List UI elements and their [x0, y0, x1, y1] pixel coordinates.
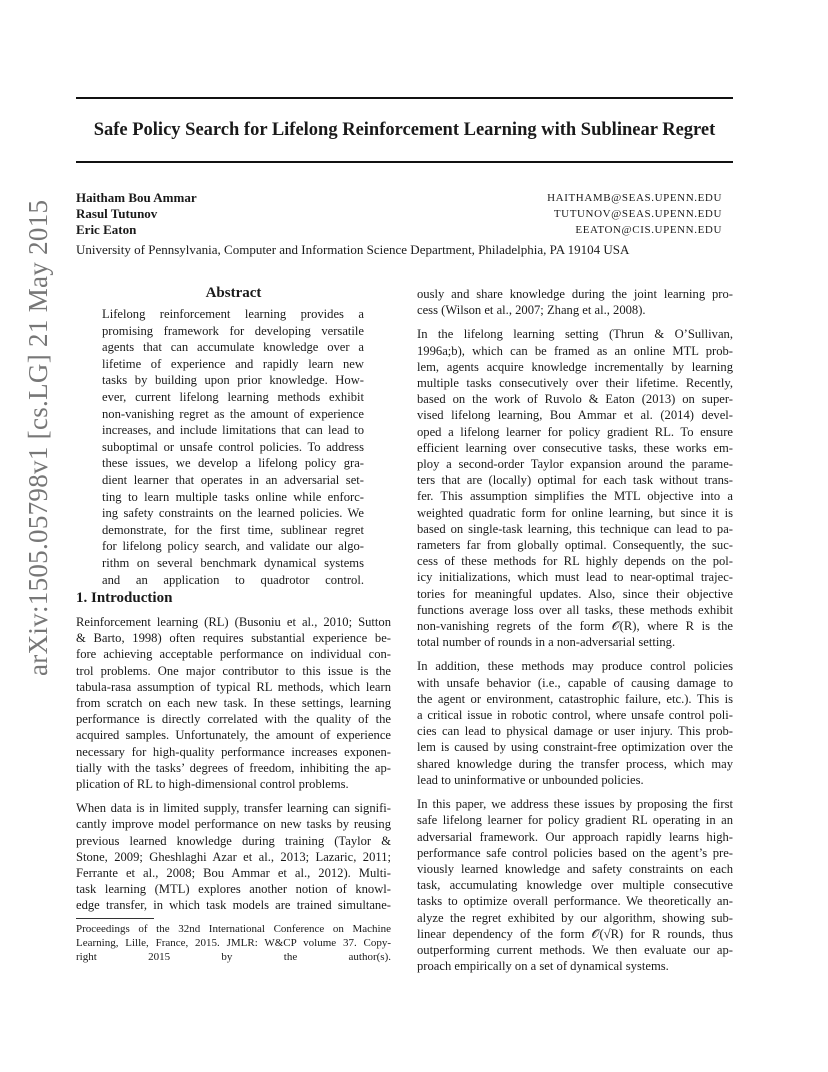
footnote-line: Learning, Lille, France, 2015. JMLR: W&CP volume 37. Copy-: [76, 937, 391, 949]
text-line: cess of these methods for RL highly depends on the pol-: [417, 554, 733, 569]
text-line: lead to uninformative or unbounded policies.: [417, 772, 644, 787]
abstract-line: increases, and include limitations that can lead to: [102, 423, 364, 438]
text-line: In addition, these methods may produce control policies: [417, 659, 733, 674]
text-line: task, accumulating knowledge over multiple consecutive: [417, 878, 733, 893]
text-line: tories for meaningful updates. Also, since their objective: [417, 586, 733, 601]
text-line: ously and share knowledge during the joint learning pro-: [417, 287, 733, 301]
text-line: the agent or environment, catastrophic failure, etc.). This is: [417, 691, 733, 706]
paragraph: [76, 800, 391, 913]
text-line: lem is caused by using constraint-free optimization over the: [417, 740, 733, 755]
text-line: non-vanishing regrets of the form 𝒪(R), where R is the: [417, 619, 733, 634]
abstract-body: [102, 306, 364, 588]
text-line: tasks to optimize overall performance. We theoretically an-: [417, 894, 733, 909]
author-email: HAITHAMB@SEAS.UPENN.EDU: [547, 192, 722, 204]
paragraph: [76, 614, 391, 792]
section-heading: 1. Introduction: [76, 590, 173, 606]
text-line: When data is in limited supply, transfer learning can signifi-: [76, 801, 391, 816]
text-line: In this paper, we address these issues by proposing the first: [417, 797, 733, 812]
text-line: alyze the regret exhibited by our algorithm, showing sub-: [417, 910, 733, 925]
author-name: Eric Eaton: [76, 222, 137, 237]
paragraph: [417, 326, 733, 650]
title-bottom-rule: [76, 161, 733, 163]
text-line: outperforming current methods. We then evaluate our ap-: [417, 942, 733, 957]
arxiv-id-text: arXiv:1505.05798v1 [cs.LG] 21 May 2015: [23, 199, 53, 676]
abstract-line: ever, current lifelong learning methods exhibit: [102, 389, 364, 404]
text-line: necessary for high-quality performance increases exponen-: [76, 744, 391, 759]
text-line: tially with the tasks’ degrees of freedom, inhibiting the ap-: [76, 760, 391, 775]
paragraph: [417, 658, 733, 788]
text-line: trol problems. One major contributor to this issue is the: [76, 663, 391, 678]
text-line: linear dependency of the form 𝒪(√R) for R rounds, thus: [417, 926, 733, 941]
abstract-line: non-vanishing regret as the amount of experience: [102, 406, 364, 421]
abstract-line: these issues, we develop a lifelong policy gra-: [102, 456, 364, 471]
abstract-line: promising framework for developing versatile: [102, 323, 364, 338]
author-name: Rasul Tutunov: [76, 206, 158, 221]
text-line: rameters far from globally optimal. Consequently, the suc-: [417, 538, 733, 553]
abstract-heading: Abstract: [205, 285, 262, 301]
abstract-line: Lifelong reinforcement learning provides a: [102, 307, 364, 321]
text-line: safe lifelong learner for policy gradient RL operating in an: [417, 813, 733, 828]
abstract-line: rithm on several benchmark dynamical systems: [102, 555, 364, 570]
text-line: based on single-task learning, this technique can lead to pa-: [417, 521, 733, 536]
text-line: performance is directly correlated with the quality of the: [76, 712, 391, 727]
text-line: based on the work of Ruvolo & Eaton (2013) on super-: [417, 392, 733, 407]
text-line: fore achieving acceptable performance on individual con-: [76, 647, 391, 662]
footnote-rule: [76, 918, 154, 919]
text-line: functions average loss over all tasks, these methods exhibit: [417, 602, 733, 617]
text-line: cess (Wilson et al., 2007; Zhang et al., 2008).: [417, 303, 646, 318]
text-line: cantly improve model performance on new tasks by reusing: [76, 817, 391, 832]
paper-title: Safe Policy Search for Lifelong Reinforcement Learning with Sublinear Regret: [93, 120, 716, 140]
abstract-line: ing safety constraints on the learned policies. We: [102, 506, 364, 521]
abstract-line: ting to learn multiple tasks online while enforc-: [102, 489, 364, 504]
text-line: Reinforcement learning (RL) (Busoniu et al., 2010; Sutton: [76, 615, 391, 629]
author-email: TUTUNOV@SEAS.UPENN.EDU: [553, 208, 722, 220]
text-line: vised lifelong learning, Bou Ammar et al. (2014) devel-: [417, 408, 733, 423]
footnote-line: right 2015 by the author(s).: [76, 951, 391, 963]
text-line: fer. This assumption simplifies the MTL objective into a: [417, 489, 733, 504]
text-line: ters that are (locally) optimal for each task without trans-: [417, 473, 733, 488]
abstract-line: dient learner that operates in an adversarial set-: [102, 472, 364, 487]
text-line: with unsafe behavior (i.e., capable of causing damage to: [417, 675, 733, 690]
text-line: a critical issue in robotic control, where unsafe control poli-: [417, 708, 733, 723]
abstract-line: suboptimal or unsafe control policies. To address: [102, 439, 364, 454]
affiliation: University of Pennsylvania, Computer and Information Science Department, Philadelphia, PA 19104 USA: [76, 242, 630, 257]
paragraph: [417, 796, 733, 974]
abstract-line: for lifelong policy search, and validate our algo-: [102, 539, 364, 554]
abstract-line: agents that can accumulate knowledge over a: [102, 340, 364, 355]
text-line: adversarial framework. Our approach rapidly learns high-: [417, 829, 733, 844]
text-line: edge transfer, in which task models are trained simultane-: [76, 898, 391, 913]
text-line: total number of rounds in a non-adversarial setting.: [417, 635, 676, 650]
text-line: Ferrante et al., 2008; Bou Ammar et al., 2012). Multi-: [76, 866, 391, 881]
text-line: previous learned knowledge during training (Taylor &: [76, 833, 391, 848]
text-line: from scratch on each new task. In these settings, learning: [76, 696, 391, 711]
abstract-line: lifetime of experience and rapidly learn new: [102, 356, 364, 371]
text-line: icy initializations, which must lead to near-optimal trajec-: [417, 570, 733, 585]
footnote: [76, 922, 391, 964]
text-line: proach empirically on a set of dynamical systems.: [417, 959, 669, 974]
paragraph: [417, 286, 733, 318]
text-line: ploy a second-order Taylor expansion around the parame-: [417, 457, 733, 472]
footnote-line: Proceedings of the 32nd International Conference on Machine: [76, 923, 391, 935]
left-column: [76, 614, 391, 922]
text-line: Stone, 2009; Gheshlaghi Azar et al., 2013; Lazaric, 2011;: [76, 849, 391, 864]
text-line: task learning (MTL) explores another notion of knowl-: [76, 882, 391, 897]
text-line: 1996a;b), which can be framed as an online MTL prob-: [417, 343, 733, 358]
author-name: Haitham Bou Ammar: [76, 190, 197, 205]
author-email: EEATON@CIS.UPENN.EDU: [575, 224, 722, 236]
text-line: acquired samples. Unfortunately, the amount of experience: [76, 728, 391, 743]
text-line: & Barto, 1998) often requires substantial experience be-: [76, 631, 391, 646]
text-line: shared knowledge during the transfer process, which may: [417, 756, 733, 771]
text-line: efficient learning over consecutive tasks, these works em-: [417, 440, 733, 455]
text-line: In the lifelong learning setting (Thrun & O’Sullivan,: [417, 327, 733, 342]
title-top-rule: [76, 97, 733, 99]
text-line: performance safe control policies based on the agent’s pre-: [417, 845, 733, 860]
text-line: oped a lifelong learner for policy gradient RL. To ensure: [417, 424, 733, 439]
text-line: plication of RL to high-dimensional control problems.: [76, 777, 349, 792]
text-line: weighted quadratic form for online learning, but since it is: [417, 505, 733, 520]
text-line: lem, agents acquire knowledge incrementally by learning: [417, 359, 733, 374]
text-line: cies can lead to physical damage or user injury. This prob-: [417, 724, 733, 739]
text-line: multiple tasks consecutively over their lifetime. Recently,: [417, 376, 733, 391]
abstract-line: and an application to quadrotor control.: [102, 572, 364, 587]
text-line: viously learned knowledge and safety constraints on each: [417, 861, 733, 876]
text-line: tabula-rasa assumption of typical RL methods, which learn: [76, 679, 391, 694]
abstract-line: demonstrate, for the first time, sublinear regret: [102, 522, 364, 537]
abstract-line: tasks by building upon prior knowledge. How-: [102, 373, 364, 388]
right-column: [417, 286, 733, 982]
